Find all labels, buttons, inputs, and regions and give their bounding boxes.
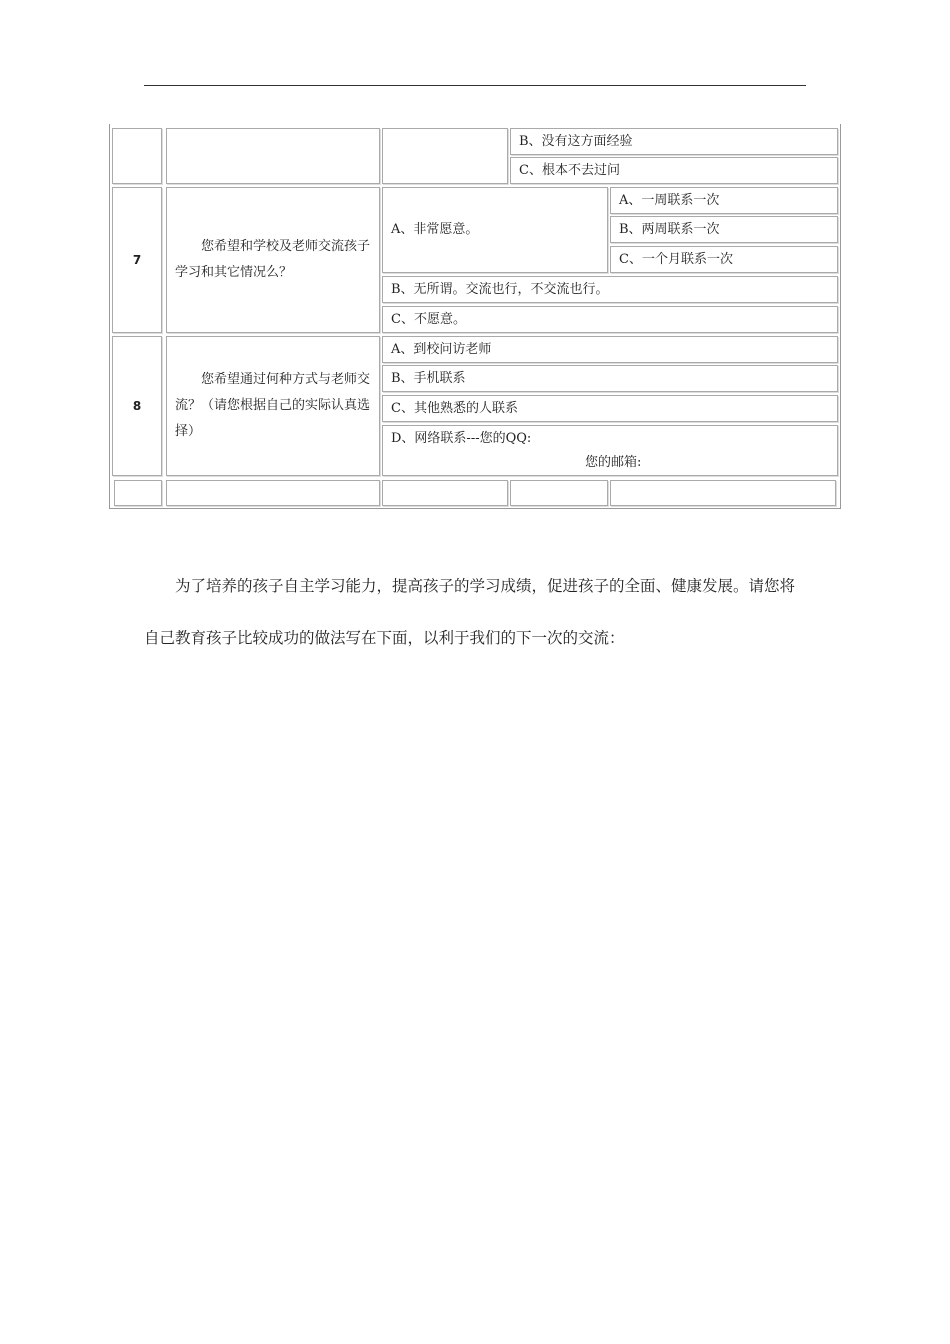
- row8-option-b-text: B、手机联系: [391, 370, 466, 386]
- row7-sub-b-text: B、两周联系一次: [619, 221, 720, 237]
- survey-table: [109, 124, 841, 509]
- empty-cell-3: [382, 480, 508, 506]
- row7-sub-a: [610, 187, 838, 214]
- row6-number-cell: [112, 128, 162, 184]
- row8-email-label: 您的邮箱:: [585, 455, 642, 470]
- row8-number-text: 8: [132, 399, 142, 413]
- row8-option-d: [382, 425, 838, 476]
- row7-option-b-text: B、无所谓。交流也行，不交流也行。: [391, 281, 609, 297]
- row8-option-a: [382, 336, 838, 363]
- row7-sub-c-text: C、一个月联系一次: [619, 251, 733, 267]
- row7-sub-b: [610, 216, 838, 243]
- row8-number: [112, 336, 162, 476]
- row7-sub-a-text: A、一周联系一次: [619, 192, 720, 208]
- empty-cell-1: [114, 480, 162, 506]
- row7-number: [112, 187, 162, 333]
- empty-cell-5: [610, 480, 836, 506]
- empty-cell-2: [166, 480, 380, 506]
- row8-option-c-text: C、其他熟悉的人联系: [391, 400, 518, 416]
- empty-cell-4: [510, 480, 608, 506]
- row6-option-b: [510, 128, 838, 155]
- row6-option-c: [510, 157, 838, 184]
- header-rule: [144, 85, 806, 86]
- row7-option-b: [382, 276, 838, 303]
- row7-sub-c: [610, 246, 838, 273]
- row6-option-cell: [382, 128, 508, 184]
- row7-number-text: 7: [132, 253, 142, 267]
- row7-option-a: [382, 187, 608, 273]
- closing-paragraph: 为了培养的孩子自主学习能力，提高孩子的学习成绩，促进孩子的全面、健康发展。请您将自己教育孩子比较成功的做法写在下面，以利于我们的下一次的交流：: [144, 577, 796, 647]
- row6-question-cell: [166, 128, 380, 184]
- row7-question: [166, 187, 380, 333]
- row8-option-c: [382, 395, 838, 422]
- row8-question: [166, 336, 380, 476]
- row8-option-d-text: D、网络联系---您的QQ:: [391, 431, 532, 446]
- row8-option-b: [382, 365, 838, 392]
- row7-option-c-text: C、不愿意。: [391, 311, 466, 327]
- row7-question-text: 您希望和学校及老师交流孩子学习和其它情况么？: [175, 239, 371, 280]
- row7-option-c: [382, 306, 838, 333]
- row6-option-c-text: C、根本不去过问: [519, 162, 620, 178]
- row6-option-b-text: B、没有这方面经验: [519, 133, 633, 149]
- row7-option-a-text: A、非常愿意。: [391, 222, 479, 237]
- row8-option-a-text: A、到校问访老师: [391, 341, 492, 357]
- row8-question-text: 您希望通过何种方式与老师交流？（请您根据自己的实际认真选择）: [175, 372, 371, 439]
